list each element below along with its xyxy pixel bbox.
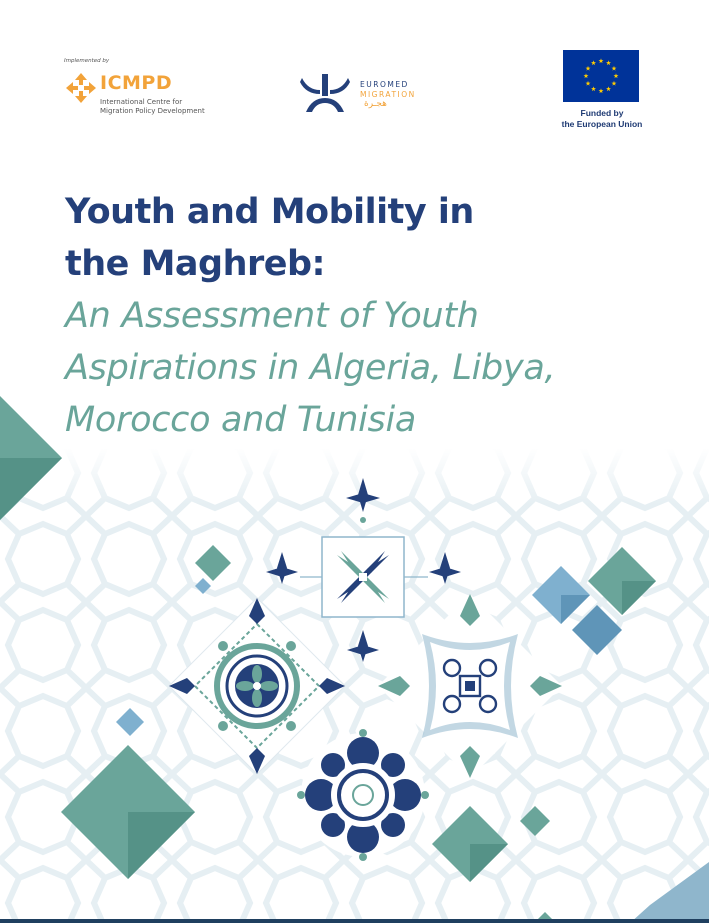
title-sub-line3: Morocco and Tunisia	[65, 400, 417, 440]
icmpd-arrows-icon	[64, 71, 98, 105]
icmpd-logo	[64, 58, 214, 120]
title-main-line1: Youth and Mobility in	[65, 192, 474, 232]
implemented-by-label: Implemented by	[64, 58, 110, 64]
funded-by-line1: Funded by	[580, 108, 624, 118]
eu-funding-logo	[556, 50, 648, 132]
report-title	[65, 186, 665, 446]
funded-by-eu-label	[556, 108, 648, 130]
title-sub-line1: An Assessment of Youth	[65, 296, 479, 336]
euromed-arabic: هجـرة	[364, 99, 387, 109]
tile-top-center	[322, 537, 404, 617]
icmpd-full-name	[100, 98, 220, 116]
euromed-line1: EUROMED	[360, 80, 409, 89]
icmpd-full-name-line1: International Centre for	[100, 98, 183, 106]
euromed-migration-logo	[298, 72, 428, 114]
eu-flag-icon	[563, 50, 639, 102]
euromed-emblem-icon	[298, 72, 352, 114]
euromed-line2: MIGRATION	[360, 90, 416, 99]
icmpd-full-name-line2: Migration Policy Development	[100, 107, 205, 115]
title-main-line2: the Maghreb:	[65, 244, 326, 284]
icmpd-name: ICMPD	[100, 72, 173, 94]
funded-by-line2: the European Union	[561, 119, 643, 129]
bottom-edge-bar	[0, 919, 709, 923]
title-sub-line2: Aspirations in Algeria, Libya,	[65, 348, 556, 388]
